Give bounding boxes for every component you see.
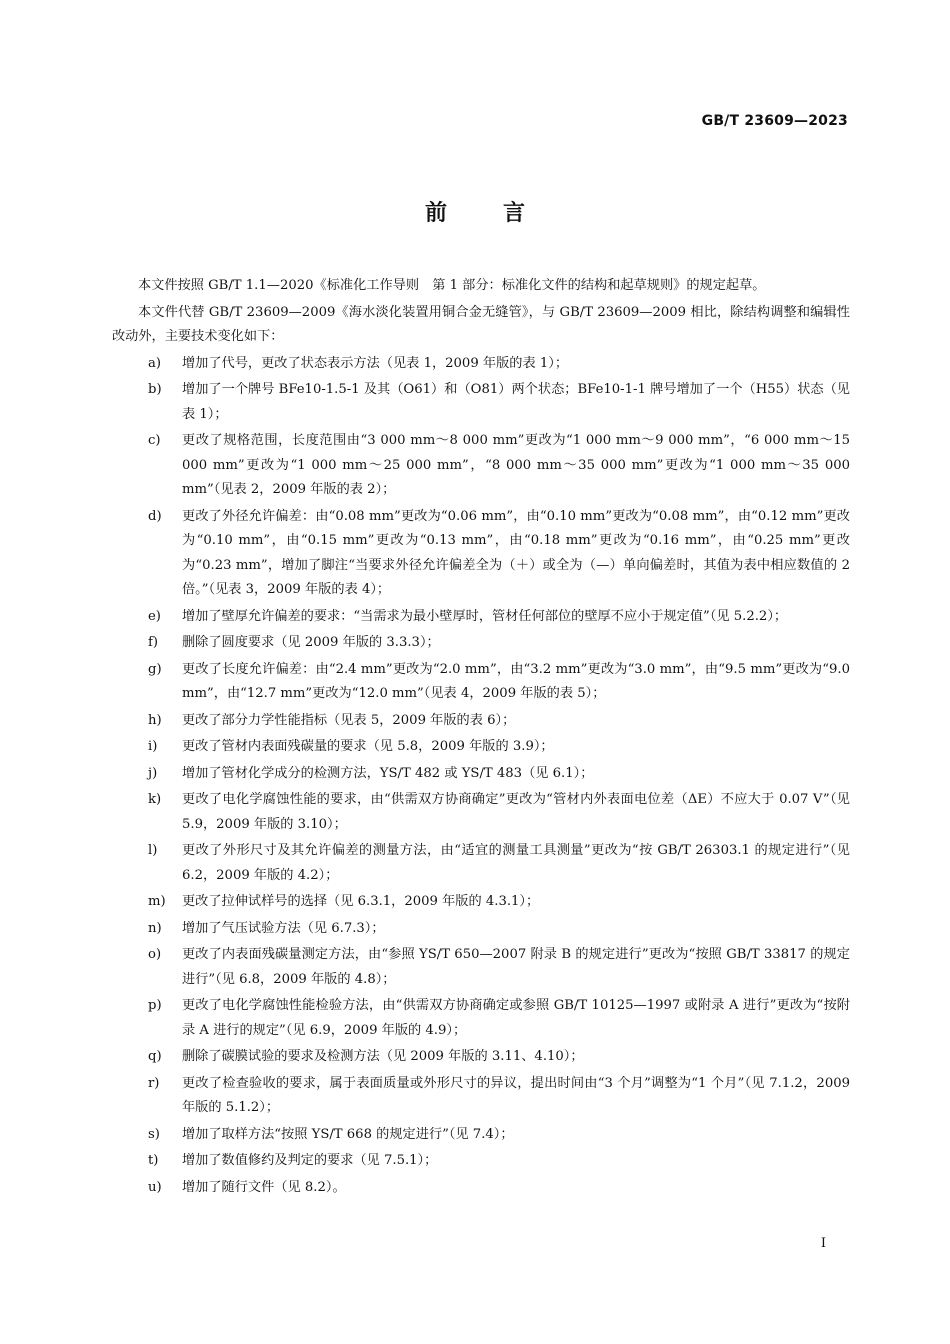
list-item-label: a) [148,355,162,371]
list-item [112,1045,850,1070]
list-item [112,352,850,377]
document-body [112,274,850,1202]
list-item-text: 增加了壁厚允许偏差的要求：“当需求为最小壁厚时，管材任何部位的壁厚不应小于规定值”（见 5.2.2）； [182,608,788,624]
page-number: I [820,1236,826,1251]
list-item [112,762,850,787]
list-item-label: p) [148,998,162,1013]
list-item-text: 更改了电化学腐蚀性能的要求，由“供需双方协商确定”更改为“管材内外表面电位差（ΔE）不应大于 0.07 V”（见 5.9，2009 年版的 3.10）； [182,792,850,832]
list-item-label: f) [148,635,159,650]
standard-code: GB/T 23609—2023 [701,113,848,129]
list-item-label: i) [148,739,158,754]
list-item-label: s) [148,1126,160,1142]
list-item [112,429,850,503]
list-item-label: t) [148,1153,159,1168]
list-item-label: k) [148,792,162,807]
change-list [112,352,850,1201]
list-item-text: 增加了一个牌号 BFe10-1.5-1 及其（O61）和（O81）两个状态；BFe10-1-1 牌号增加了一个（H55）状态（见表 1）； [182,382,850,422]
list-item-text: 增加了数值修约及判定的要求（见 7.5.1）； [182,1153,438,1168]
list-item-label: j) [148,765,158,781]
list-item-label: g) [148,661,162,677]
list-item-label: u) [148,1179,162,1195]
list-item-text: 更改了内表面残碳量测定方法，由“参照 YS/T 650—2007 附录 B 的规定进行”更改为“按照 GB/T 33817 的规定进行”（见 6.8，2009 年版的 4.8）； [182,947,850,987]
list-item-label: h) [148,712,162,728]
list-item-text: 更改了长度允许偏差：由“2.4 mm”更改为“2.0 mm”，由“3.2 mm”更改为“3.0 mm”，由“9.5 mm”更改为“9.0 mm”，由“12.7 mm”更改为“12.0 mm”（见表 4，2009 年版的表 5）； [182,661,850,701]
list-item [112,839,850,888]
list-item-label: e) [148,608,161,624]
list-item-label: d) [148,508,162,524]
list-item-label: o) [148,947,162,962]
list-item-text: 增加了气压试验方法（见 6.7.3）； [182,920,385,936]
list-item [112,890,850,915]
list-item [112,1123,850,1148]
list-item [112,709,850,734]
list-item-text: 删除了碳膜试验的要求及检测方法（见 2009 年版的 3.11、4.10）； [182,1049,584,1064]
list-item-text: 更改了外径允许偏差：由“0.08 mm”更改为“0.06 mm”，由“0.10 mm”更改为“0.08 mm”，由“0.12 mm”更改为“0.10 mm”，由“0.15 mm”更改为“0.13 mm”，由“0.18 mm”更改为“0.16 mm”，由“0.25 mm”更改为“0.23 mm”，增加了脚注“当要求外径允许偏差全为（＋）或全为（—）单向偏差时，其值为表中相应数值的 2 倍。”（见表 3，2009 年版的表 4）； [182,508,850,597]
list-item [112,943,850,992]
list-item-text: 更改了管材内表面残碳量的要求（见 5.8，2009 年版的 3.9）； [182,739,554,754]
list-item-label: l) [148,843,158,858]
list-item [112,1149,850,1174]
list-item [112,1072,850,1121]
list-item-text: 增加了代号，更改了状态表示方法（见表 1，2009 年版的表 1）； [182,355,569,371]
list-item-text: 增加了管材化学成分的检测方法，YS/T 482 或 YS/T 483（见 6.1）； [182,765,594,781]
list-item-text: 更改了电化学腐蚀性能检验方法，由“供需双方协商确定或参照 GB/T 10125—1997 或附录 A 进行”更改为“按附录 A 进行的规定”（见 6.9，2009 年版的 4.9）； [182,998,850,1038]
list-item-text: 更改了部分力学性能指标（见表 5，2009 年版的表 6）； [182,712,516,728]
list-item [112,994,850,1043]
list-item [112,917,850,942]
list-item-text: 更改了拉伸试样号的选择（见 6.3.1，2009 年版的 4.3.1）； [182,894,540,909]
list-item [112,735,850,760]
list-item-text: 增加了随行文件（见 8.2）。 [182,1179,346,1195]
page-title: 前言 [424,201,581,226]
list-item-label: b) [148,382,162,397]
paragraph-replace: 本文件代替 GB/T 23609—2009《海水淡化装置用铜合金无缝管》，与 GB/T 23609—2009 相比，除结构调整和编辑性改动外，主要技术变化如下： [112,304,850,344]
list-item-text: 删除了圆度要求（见 2009 年版的 3.3.3）； [182,635,440,650]
list-item-label: r) [148,1075,160,1091]
list-item-text: 更改了检查验收的要求，属于表面质量或外形尺寸的异议，提出时间由“3 个月”调整为“1 个月”（见 7.1.2，2009 年版的 5.1.2）； [182,1075,850,1115]
list-item [112,788,850,837]
list-item-text: 更改了规格范围，长度范围由“3 000 mm～8 000 mm”更改为“1 000 mm～9 000 mm”，“6 000 mm～15 000 mm”更改为“1 000 mm～25 000 mm”，“8 000 mm～35 000 mm”更改为“1 000 mm～35 000 mm”（见表 2，2009 年版的表 2）； [182,433,850,497]
list-item [112,658,850,707]
list-item [112,505,850,603]
paragraph-intro: 本文件按照 GB/T 1.1—2020《标准化工作导则 第 1 部分：标准化文件的结构和起草规则》的规定起草。 [138,278,766,293]
list-item [112,605,850,630]
list-item-label: q) [148,1049,162,1064]
list-item [112,631,850,656]
list-item-text: 增加了取样方法“按照 YS/T 668 的规定进行”（见 7.4）； [182,1126,514,1142]
list-item [112,1176,850,1201]
list-item-label: c) [148,433,161,448]
list-item-label: n) [148,920,162,936]
list-item-text: 更改了外形尺寸及其允许偏差的测量方法，由“适宜的测量工具测量”更改为“按 GB/T 26303.1 的规定进行”（见 6.2，2009 年版的 4.2）； [182,843,850,883]
list-item-label: m) [148,894,166,909]
list-item [112,378,850,427]
